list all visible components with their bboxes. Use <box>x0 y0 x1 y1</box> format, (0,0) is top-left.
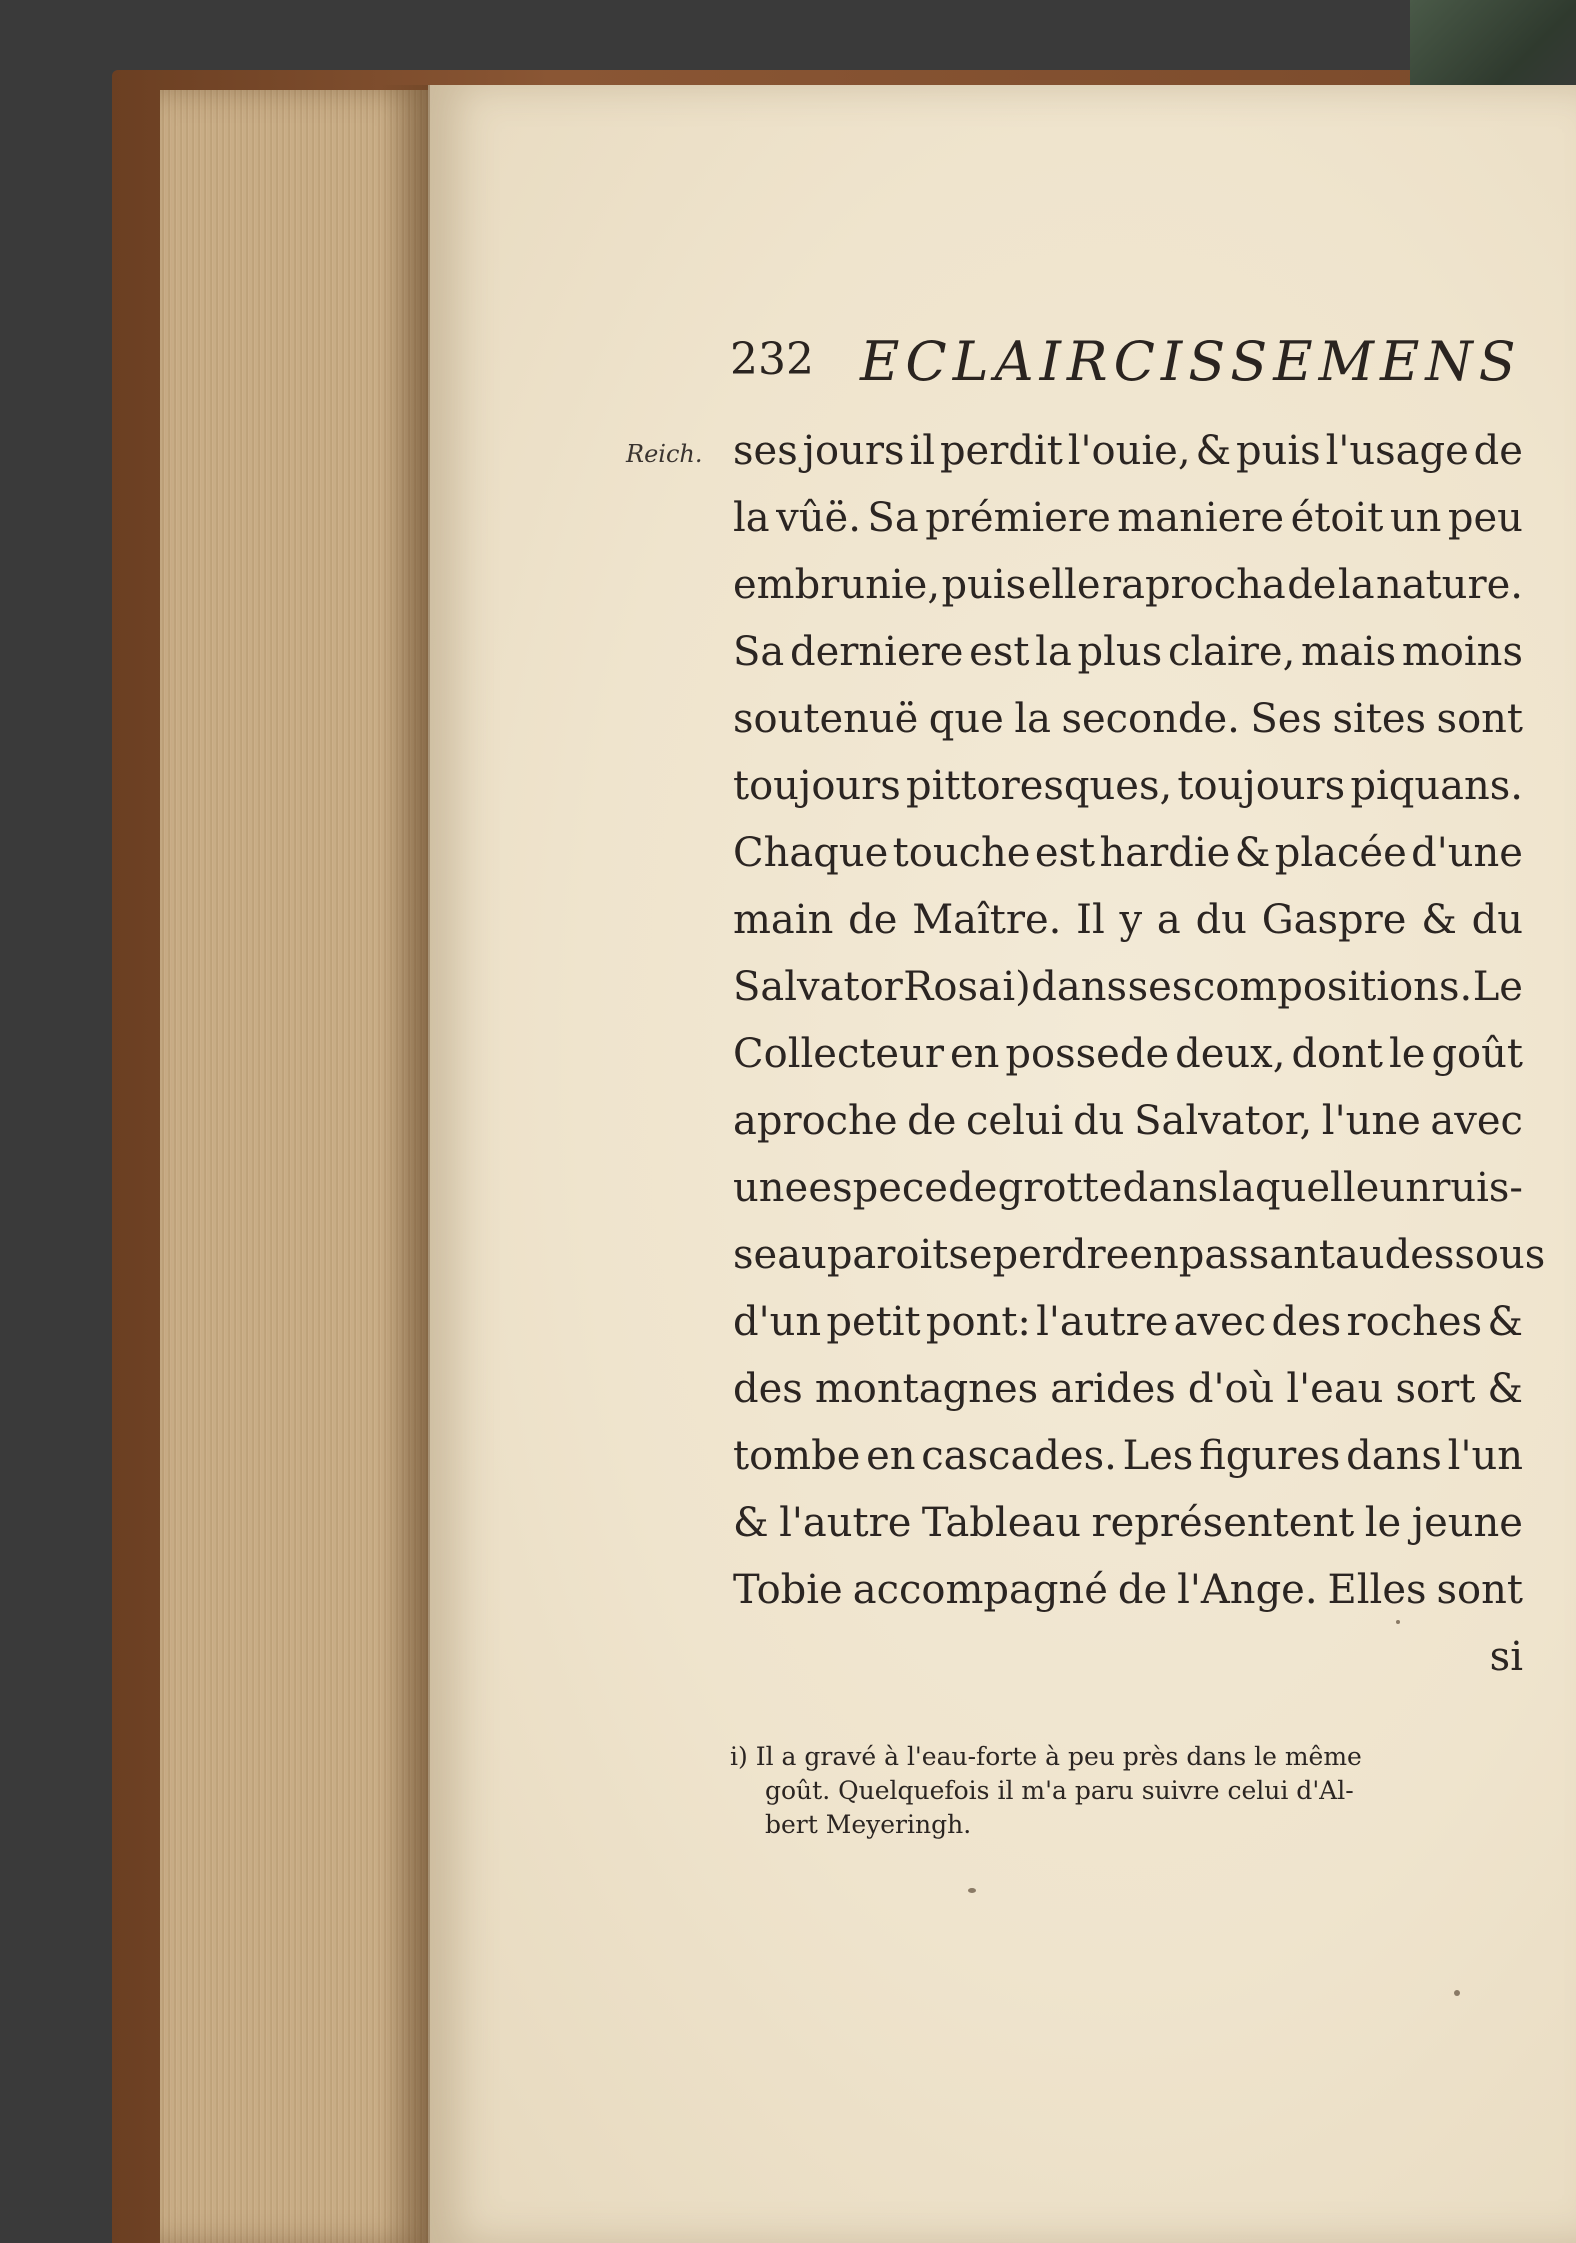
word: embrunie, <box>733 562 941 608</box>
word: toujours <box>1177 763 1346 809</box>
word: que <box>928 696 1004 742</box>
word: pont: <box>925 1299 1031 1345</box>
word: de <box>848 897 898 943</box>
word: représentent <box>1091 1500 1355 1546</box>
word: Elles <box>1327 1567 1427 1613</box>
word: i) <box>1002 964 1031 1010</box>
word: l'une <box>1321 1098 1421 1144</box>
word: Maître. <box>912 897 1062 943</box>
word: possede <box>1005 1031 1170 1077</box>
word: un <box>1389 495 1442 541</box>
word: vûë. <box>776 495 861 541</box>
body-line <box>733 696 1523 756</box>
word: en <box>866 1433 916 1479</box>
page-header <box>730 330 1522 400</box>
body-line <box>733 897 1523 957</box>
word: ses <box>1127 964 1193 1010</box>
word: puis <box>941 562 1027 608</box>
word: avec <box>1173 1299 1267 1345</box>
word: perdit <box>939 428 1063 474</box>
word: l'autre <box>779 1500 912 1546</box>
running-title: ECLAIRCISSEMENS <box>860 330 1522 393</box>
word: pittoresques, <box>905 763 1173 809</box>
body-line <box>733 1567 1523 1627</box>
word: dans <box>1122 1165 1219 1211</box>
word: toujours <box>733 763 901 809</box>
word: en <box>1129 1232 1179 1278</box>
word: arides <box>1050 1366 1176 1412</box>
body-line <box>733 1098 1523 1158</box>
word: le <box>1388 1031 1426 1077</box>
word: puis <box>1235 428 1321 474</box>
page-number: 232 <box>730 334 814 385</box>
word: claire, <box>1167 629 1296 675</box>
word: plus <box>1077 629 1163 675</box>
word: aproche <box>733 1098 898 1144</box>
word: la <box>1035 629 1072 675</box>
word: seconde. <box>1061 696 1240 742</box>
word: hardie <box>1099 830 1231 876</box>
word: petit <box>826 1299 921 1345</box>
word: celui <box>966 1098 1064 1144</box>
body-line <box>733 562 1523 622</box>
word: avec <box>1430 1098 1523 1144</box>
word: Salvator, <box>1134 1098 1313 1144</box>
word: perdre <box>992 1232 1130 1278</box>
word: elle <box>1027 562 1101 608</box>
word: l'Ange. <box>1177 1567 1318 1613</box>
word: peu <box>1447 495 1523 541</box>
word: & <box>1487 1366 1523 1412</box>
word: Chaque <box>733 830 889 876</box>
word: le <box>1364 1500 1402 1546</box>
word: accompagné <box>852 1567 1108 1613</box>
word: se <box>948 1232 993 1278</box>
word: Tobie <box>733 1567 843 1613</box>
word: Sa <box>733 629 785 675</box>
word: passant <box>1178 1232 1335 1278</box>
word: d'une <box>1411 830 1523 876</box>
body-line <box>733 428 1523 488</box>
word: Sa <box>867 495 919 541</box>
margin-note: Reich. <box>626 440 703 468</box>
word: y <box>1119 897 1143 943</box>
word: figures <box>1199 1433 1341 1479</box>
word: sont <box>1436 1567 1523 1613</box>
body-line <box>733 964 1523 1024</box>
word: du <box>1073 1098 1125 1144</box>
word: Ses <box>1250 696 1322 742</box>
word: deux, <box>1175 1031 1286 1077</box>
word: compositions. <box>1192 964 1473 1010</box>
word: derniere <box>789 629 964 675</box>
body-line <box>733 763 1523 823</box>
body-line <box>733 1366 1523 1426</box>
word: dont <box>1291 1031 1383 1077</box>
word: mais <box>1301 629 1397 675</box>
word: piquans. <box>1350 763 1523 809</box>
body-line <box>733 1232 1546 1292</box>
word: ruis- <box>1431 1165 1523 1211</box>
paper-speck <box>968 1888 976 1893</box>
word: Salvator <box>733 964 903 1010</box>
word: Tableau <box>921 1500 1081 1546</box>
word: touche <box>892 830 1031 876</box>
word: l'eau <box>1286 1366 1384 1412</box>
word: Le <box>1472 964 1523 1010</box>
word: Il <box>1076 897 1105 943</box>
word: cascades. <box>921 1433 1117 1479</box>
word: l'ouie, <box>1067 428 1191 474</box>
word: & <box>1234 830 1271 876</box>
word: du <box>1195 897 1247 943</box>
word: l'autre <box>1036 1299 1169 1345</box>
word: d'où <box>1187 1366 1275 1412</box>
word: goût <box>1431 1031 1523 1077</box>
word: placée <box>1274 830 1407 876</box>
body-line <box>733 629 1523 689</box>
word: Rosa <box>903 964 1002 1010</box>
word: tombe <box>733 1433 861 1479</box>
word: de <box>1117 1567 1168 1613</box>
word: roches <box>1346 1299 1483 1345</box>
word: du <box>1471 897 1523 943</box>
footnote-line: goût. Quelquefois il m'a paru suivre celui d'Al- <box>765 1776 1354 1805</box>
word: un <box>1379 1165 1432 1211</box>
word: dans <box>1031 964 1128 1010</box>
word: sort <box>1395 1366 1476 1412</box>
body-line <box>733 495 1523 555</box>
word: soutenuë <box>733 696 919 742</box>
word: de <box>907 1098 957 1144</box>
word: des <box>1271 1299 1342 1345</box>
word: prémiere <box>925 495 1111 541</box>
word: maniere <box>1117 495 1285 541</box>
word: & <box>1487 1299 1523 1345</box>
word: & <box>1421 897 1457 943</box>
word: a <box>1156 897 1181 943</box>
word: une <box>733 1165 809 1211</box>
word: étoit <box>1290 495 1384 541</box>
word: laquelle <box>1218 1165 1380 1211</box>
body-line <box>733 1165 1523 1225</box>
body-line <box>733 1500 1523 1560</box>
word: montagnes <box>814 1366 1039 1412</box>
word: d'un <box>733 1299 822 1345</box>
paper-speck <box>1454 1990 1460 1996</box>
body-line <box>733 1031 1523 1091</box>
word: moins <box>1401 629 1523 675</box>
word: jours <box>802 428 905 474</box>
word: & <box>733 1500 769 1546</box>
word: grotte <box>997 1165 1123 1211</box>
word: de <box>1287 562 1337 608</box>
word: la <box>1337 562 1375 608</box>
word: en <box>949 1031 1000 1077</box>
word: paroit <box>826 1232 949 1278</box>
catchword: si <box>1489 1634 1523 1680</box>
word: main <box>733 897 834 943</box>
word: dans <box>1346 1433 1442 1479</box>
body-line <box>733 830 1523 890</box>
word: jeune <box>1411 1500 1523 1546</box>
word: la <box>1014 696 1051 742</box>
book-page <box>428 85 1576 2243</box>
word: sites <box>1332 696 1427 742</box>
word: l'usage <box>1325 428 1469 474</box>
paper-speck <box>1396 1620 1400 1624</box>
word: de <box>948 1165 998 1211</box>
body-line <box>733 1299 1523 1359</box>
word: & <box>1195 428 1232 474</box>
gutter-shadow <box>380 85 430 2243</box>
word: est <box>969 629 1030 675</box>
word: de <box>1473 428 1523 474</box>
word: l'un <box>1447 1433 1523 1479</box>
word: il <box>909 428 936 474</box>
word: des <box>733 1366 803 1412</box>
word: Les <box>1122 1433 1194 1479</box>
word: nature. <box>1376 562 1523 608</box>
word: Collecteur <box>733 1031 944 1077</box>
word: raprocha <box>1101 562 1286 608</box>
word: Gaspre <box>1261 897 1407 943</box>
word: est <box>1034 830 1096 876</box>
body-line <box>733 1433 1523 1493</box>
word: la <box>733 495 770 541</box>
footnote-line: bert Meyeringh. <box>765 1810 972 1839</box>
word: dessous <box>1384 1232 1546 1278</box>
word: seau <box>733 1232 827 1278</box>
footnote-line: i) Il a gravé à l'eau-forte à peu près dans le même <box>730 1742 1362 1771</box>
word: au <box>1334 1232 1385 1278</box>
word: espece <box>808 1165 948 1211</box>
word: sont <box>1436 696 1523 742</box>
word: ses <box>733 428 798 474</box>
